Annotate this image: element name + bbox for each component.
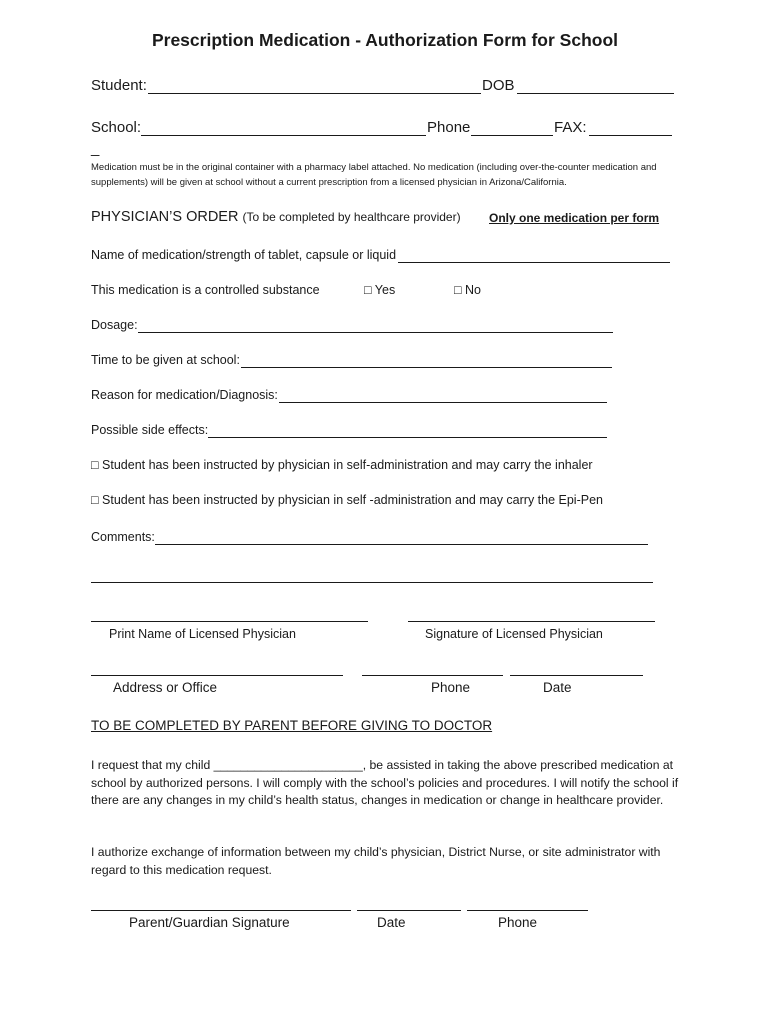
comments-field-line-2[interactable] (91, 582, 653, 583)
student-label: Student: (91, 77, 147, 94)
medication-name-label: Name of medication/strength of tablet, capsule or liquid (91, 248, 397, 262)
dob-field[interactable] (517, 93, 674, 94)
time-label: Time to be given at school: (91, 353, 240, 367)
authorize-paragraph: I authorize exchange of information between my child’s physician, District Nurse, or site administrator with regard to this medication request. (91, 845, 661, 877)
controlled-substance-label: This medication is a controlled substance (91, 283, 320, 297)
address-field[interactable] (91, 675, 343, 676)
parent-phone-label: Phone (498, 915, 538, 930)
physician-heading-text: PHYSICIAN’S ORDER (91, 209, 239, 225)
stray-mark: _ (91, 140, 100, 157)
controlled-no-checkbox[interactable]: □ No (454, 283, 482, 297)
school-field[interactable] (141, 135, 426, 136)
comments-label: Comments: (91, 530, 155, 544)
inhaler-checkbox[interactable]: □ Student has been instructed by physician in self-administration and may carry the inhaler (91, 458, 593, 472)
physician-date-field[interactable] (510, 675, 643, 676)
notice-text: Medication must be in the original container with a pharmacy label attached. No medication (including over-the-counter medication and supplements) will be given at school without a current prescription from a licensed physician in Arizona/California. (91, 162, 657, 188)
controlled-yes-checkbox[interactable]: □ Yes (364, 283, 396, 297)
parent-date-field[interactable] (357, 910, 461, 911)
physician-date-label: Date (543, 680, 572, 695)
physician-subheading: (To be completed by healthcare provider) (242, 210, 461, 224)
parent-signature-label: Parent/Guardian Signature (129, 915, 290, 930)
physician-phone-field[interactable] (362, 675, 503, 676)
comments-field[interactable] (155, 544, 648, 545)
parent-request-paragraph (91, 757, 683, 810)
time-field[interactable] (241, 367, 612, 368)
school-phone-label: Phone (427, 119, 471, 136)
physician-signature-label: Signature of Licensed Physician (425, 627, 603, 641)
reason-field[interactable] (279, 402, 607, 403)
parent-phone-field[interactable] (467, 910, 588, 911)
dosage-label: Dosage: (91, 318, 138, 332)
print-name-field[interactable] (91, 621, 368, 622)
side-effects-field[interactable] (208, 437, 607, 438)
school-phone-field[interactable] (471, 135, 553, 136)
school-label: School: (91, 119, 142, 136)
medication-name-field[interactable] (398, 262, 670, 263)
parent-signature-field[interactable] (91, 910, 351, 911)
fax-field[interactable] (589, 135, 672, 136)
request-prefix: I request that my child (91, 758, 214, 772)
dosage-field[interactable] (138, 332, 613, 333)
student-field[interactable] (148, 93, 481, 94)
request-suffix: , be assisted in taking the above prescribed medication at school by authorized persons. I will comply with the school’s policies and procedures. I will notify the school if there are any changes in my child’s health status, changes in medication or change in healthcare provider. (91, 758, 679, 807)
epipen-checkbox[interactable]: □ Student has been instructed by physician in self -administration and may carry the Epi-Pen (91, 493, 603, 507)
page-title: Prescription Medication - Authorization Form for School (151, 30, 619, 50)
reason-label: Reason for medication/Diagnosis: (91, 388, 278, 402)
dob-label: DOB (482, 77, 515, 94)
one-medication-note: Only one medication per form (489, 211, 660, 225)
fax-label: FAX: (554, 119, 587, 136)
physician-phone-label: Phone (431, 680, 471, 695)
side-effects-label: Possible side effects: (91, 423, 209, 437)
physician-section-heading (91, 209, 461, 225)
print-name-label: Print Name of Licensed Physician (109, 627, 296, 641)
parent-section-heading: TO BE COMPLETED BY PARENT BEFORE GIVING TO DOCTOR (91, 718, 493, 733)
child-name-field[interactable]: ______________________ (213, 758, 363, 772)
address-label: Address or Office (113, 680, 218, 695)
parent-date-label: Date (377, 915, 406, 930)
physician-signature-field[interactable] (408, 621, 655, 622)
